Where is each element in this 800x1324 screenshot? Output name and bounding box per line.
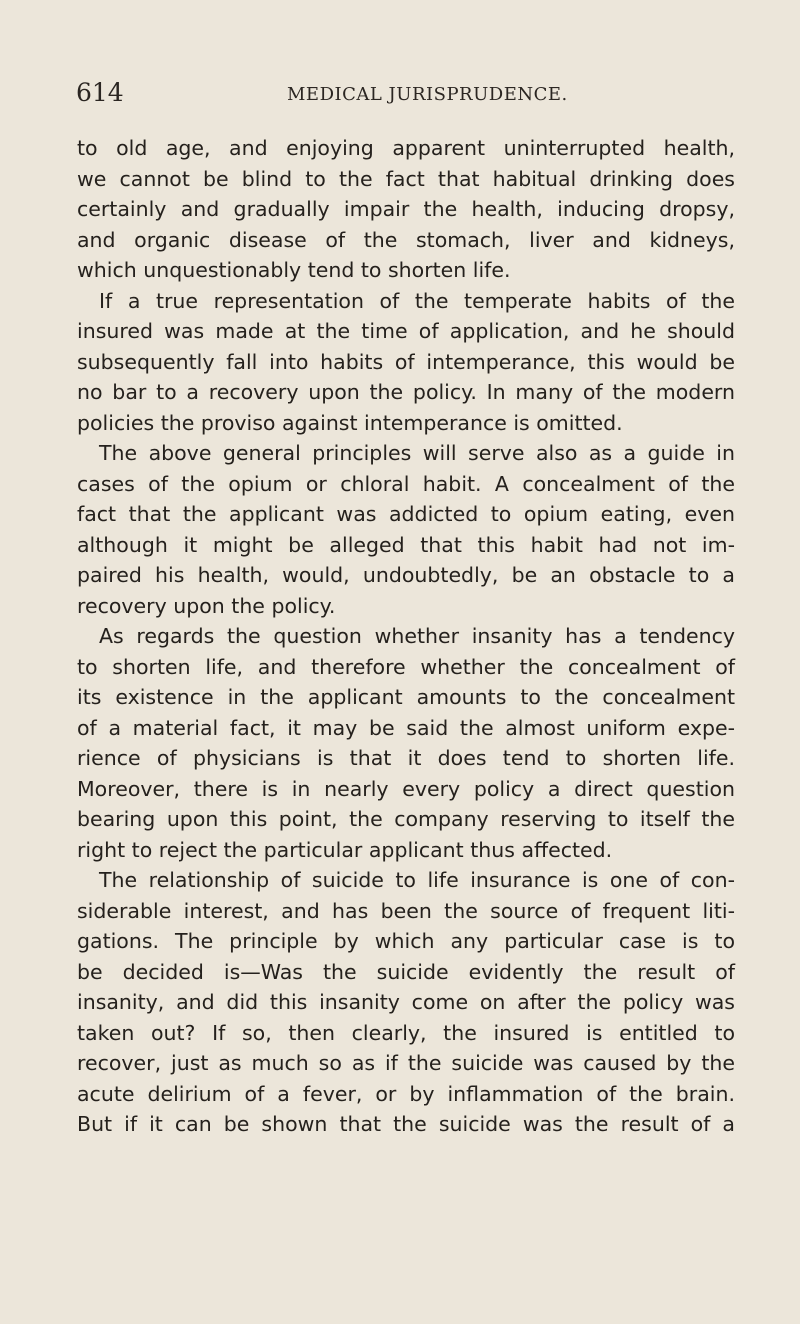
text-line: to old age, and enjoying apparent uninterrupted health, [77, 136, 735, 160]
text-line: insured was made at the time of application, and he should [77, 319, 735, 343]
page-number: 614 [76, 78, 124, 107]
text-line: cases of the opium or chloral habit. A concealment of the [77, 471, 735, 496]
text-line: recovery upon the policy. [77, 593, 336, 618]
text-line: no bar to a recovery upon the policy. In many of the modern [77, 380, 735, 404]
text-line: certainly and gradually impair the health, inducing dropsy, [77, 197, 735, 221]
running-title: MEDICAL JURISPRUDENCE. [287, 84, 568, 105]
text-line: Moreover, there is in nearly every policy a direct question [77, 776, 735, 801]
text-line: bearing upon this point, the company reserving to itself the [77, 807, 735, 831]
text-line: taken out? If so, then clearly, the insured is entitled to [77, 1020, 735, 1045]
text-line: The relationship of suicide to life insurance is one of con- [99, 868, 735, 892]
text-line: right to reject the particular applicant thus affected. [77, 837, 613, 862]
text-line: we cannot be blind to the fact that habitual drinking does [77, 166, 735, 191]
text-line: The above general principles will serve also as a guide in [99, 441, 735, 465]
text-line: rience of physicians is that it does tend to shorten life. [77, 746, 735, 770]
text-line: fact that the applicant was addicted to opium eating, even [77, 502, 735, 526]
text-line: But if it can be shown that the suicide was the result of a [77, 1112, 735, 1136]
text-line: of a material fact, it may be said the almost uniform expe- [77, 715, 735, 740]
text-line: which unquestionably tend to shorten life. [77, 258, 511, 282]
text-line: If a true representation of the temperate habits of the [99, 288, 735, 313]
text-line: gations. The principle by which any particular case is to [77, 929, 735, 953]
page-header [0, 78, 800, 112]
text-line: to shorten life, and therefore whether the concealment of [77, 654, 735, 679]
text-line: As regards the question whether insanity has a tendency [99, 624, 735, 648]
text-line: insanity, and did this insanity come on after the policy was [77, 990, 735, 1014]
text-line: recover, just as much so as if the suicide was caused by the [77, 1051, 735, 1075]
text-line: paired his health, would, undoubtedly, be an obstacle to a [77, 563, 735, 587]
text-line: its existence in the applicant amounts to the concealment [77, 685, 735, 709]
text-line: although it might be alleged that this habit had not im- [77, 532, 735, 557]
text-line: be decided is—Was the suicide evidently the result of [77, 959, 735, 984]
text-line: and organic disease of the stomach, liver and kidneys, [77, 227, 735, 252]
body-text [77, 133, 735, 1140]
text-line: acute delirium of a fever, or by inflammation of the brain. [77, 1081, 735, 1106]
text-line: siderable interest, and has been the source of frequent liti- [77, 898, 735, 923]
text-line: policies the proviso against intemperance is omitted. [77, 410, 623, 435]
text-line: subsequently fall into habits of intemperance, this would be [77, 349, 735, 374]
